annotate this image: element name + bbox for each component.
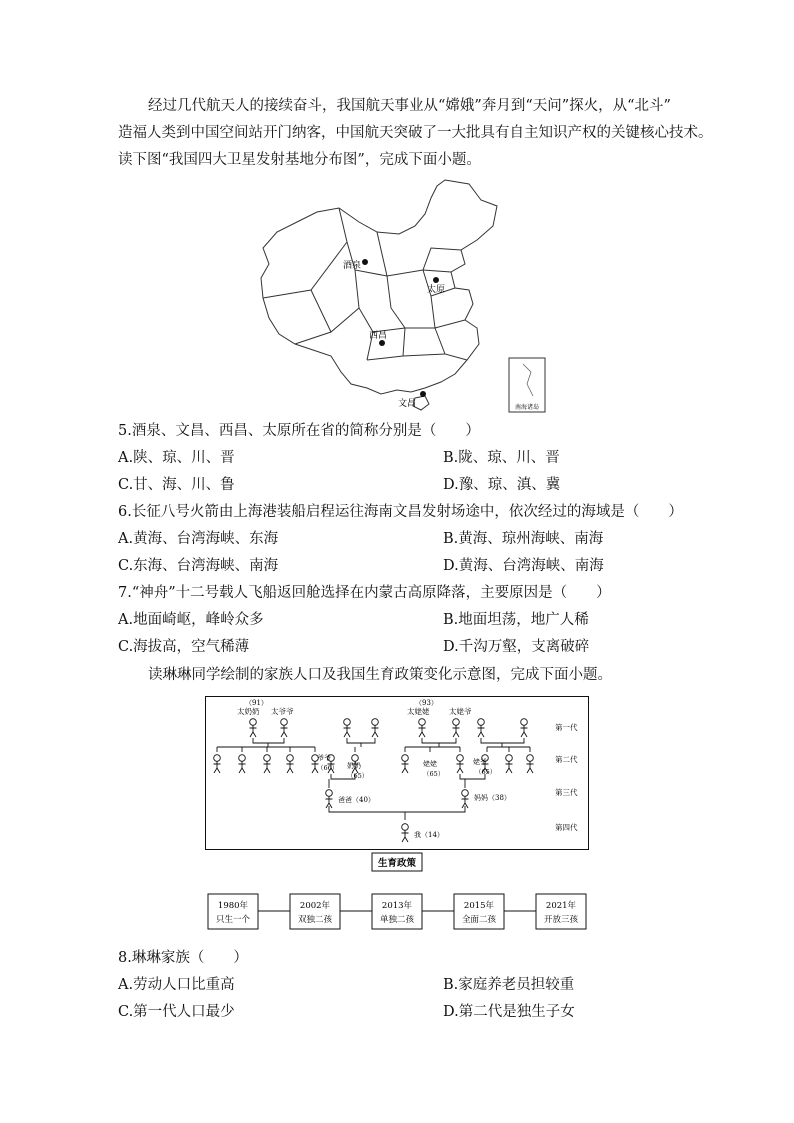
tai-nainai-age: （91） bbox=[245, 699, 268, 707]
q7-option-b: B.地面坦荡，地广人稀 bbox=[443, 612, 589, 628]
gen1-label: 第一代 bbox=[555, 723, 578, 732]
policy-text: 只生一个 bbox=[215, 915, 251, 925]
gen2-label: 第二代 bbox=[555, 755, 578, 764]
q7-option-d: D.千沟万壑，支离破碎 bbox=[443, 639, 590, 655]
q6-option-c: C.东海、台湾海峡、南海 bbox=[118, 558, 279, 574]
q7-stem: 7.“神舟”十二号载人飞船返回舱选择在内蒙古高原降落，主要原因是（ ） bbox=[118, 585, 611, 601]
tai-yeye-label: 太爷爷 bbox=[271, 707, 294, 716]
policy-year: 2021年 bbox=[545, 901, 577, 911]
yeye-age: （66） bbox=[317, 764, 339, 772]
intro2-line: 读琳琳同学绘制的家族人口及我国生育政策变化示意图，完成下面小题。 bbox=[148, 667, 612, 683]
policy-item-2013 bbox=[372, 894, 422, 929]
birth-policy-timeline bbox=[205, 852, 589, 936]
policy-item-1980 bbox=[208, 894, 258, 929]
intro-line-1: 经过几代航天人的接续奋斗，我国航天事业从“嫦娥”奔月到“天问”探火，从“北斗” bbox=[148, 98, 671, 114]
policy-text: 开放三孩 bbox=[543, 915, 579, 925]
q8-stem: 8.琳琳家族（ ） bbox=[118, 950, 248, 966]
policy-text: 单独二孩 bbox=[379, 915, 415, 925]
intro-line-3: 读下图“我国四大卫星发射基地分布图”，完成下面小题。 bbox=[118, 152, 481, 168]
inset-label: 南海诸岛 bbox=[514, 404, 540, 411]
family-tree-diagram bbox=[205, 696, 589, 850]
nainai-label: 奶奶 bbox=[347, 762, 361, 770]
mama-label: 妈妈（38） bbox=[474, 794, 511, 802]
policy-text: 全面二孩 bbox=[461, 915, 497, 925]
policy-year: 1980年 bbox=[217, 901, 249, 911]
q5-stem: 5.酒泉、文昌、西昌、太原所在省的简称分别是（ ） bbox=[118, 423, 480, 439]
policy-year: 2002年 bbox=[299, 901, 331, 911]
q8-option-c: C.第一代人口最少 bbox=[118, 1004, 235, 1020]
city-jiuquan: 酒泉 bbox=[343, 261, 362, 271]
city-xichang: 西昌 bbox=[369, 331, 388, 341]
tai-laoye-label: 太姥爷 bbox=[449, 707, 472, 716]
yeye-label: 爷爷 bbox=[317, 754, 331, 762]
gen3-label: 第三代 bbox=[555, 788, 578, 797]
nainai-age: （65） bbox=[347, 772, 369, 780]
q5-option-b: B.陇、琼、川、晋 bbox=[443, 450, 560, 466]
laolao-label: 姥姥 bbox=[423, 760, 437, 768]
q6-option-b: B.黄海、琼州海峡、南海 bbox=[443, 531, 604, 547]
gen4-label: 第四代 bbox=[555, 823, 578, 832]
policy-item-2015 bbox=[454, 894, 504, 929]
q8-option-d: D.第二代是独生子女 bbox=[443, 1004, 575, 1020]
china-launch-sites-map bbox=[255, 178, 551, 414]
q7-option-a: A.地面崎岖，峰岭众多 bbox=[118, 612, 264, 628]
laoye-label: 姥爷 bbox=[473, 758, 487, 766]
q7-option-c: C.海拔高，空气稀薄 bbox=[118, 639, 250, 655]
tai-laolao-label: 太姥姥 bbox=[407, 707, 430, 716]
china-outline bbox=[261, 180, 497, 394]
policy-text: 双独二孩 bbox=[297, 915, 333, 925]
q8-option-b: B.家庭养老员担较重 bbox=[443, 977, 575, 993]
intro-line-2: 造福人类到中国空间站开门纳客，中国航天突破了一大批具有自主知识产权的关键核心技术。 bbox=[118, 125, 713, 141]
policy-item-2002 bbox=[290, 894, 340, 929]
city-wenchang: 文昌 bbox=[398, 399, 417, 409]
wo-label: 我（14） bbox=[414, 831, 444, 839]
laolao-age: （65） bbox=[423, 770, 445, 778]
tai-laolao-age: （93） bbox=[415, 699, 438, 707]
q8-option-a: A.劳动人口比重高 bbox=[118, 977, 235, 993]
q6-option-a: A.黄海、台湾海峡、东海 bbox=[118, 531, 279, 547]
baba-label: 爸爸（40） bbox=[338, 796, 375, 804]
laoye-age: （65） bbox=[475, 768, 497, 776]
policy-title: 生育政策 bbox=[377, 858, 417, 869]
policy-item-2021 bbox=[536, 894, 586, 929]
q6-stem: 6.长征八号火箭由上海港装船启程运往海南文昌发射场途中，依次经过的海域是（ ） bbox=[118, 504, 683, 520]
q6-option-d: D.黄海、台湾海峡、南海 bbox=[443, 558, 604, 574]
q5-option-a: A.陕、琼、川、晋 bbox=[118, 450, 235, 466]
policy-year: 2015年 bbox=[463, 901, 495, 911]
city-taiyuan: 太原 bbox=[427, 285, 446, 295]
tai-nainai-label: 太奶奶 bbox=[237, 707, 260, 716]
policy-year: 2013年 bbox=[381, 901, 413, 911]
q5-option-c: C.甘、海、川、鲁 bbox=[118, 477, 235, 493]
q5-option-d: D.豫、琼、滇、冀 bbox=[443, 477, 561, 493]
